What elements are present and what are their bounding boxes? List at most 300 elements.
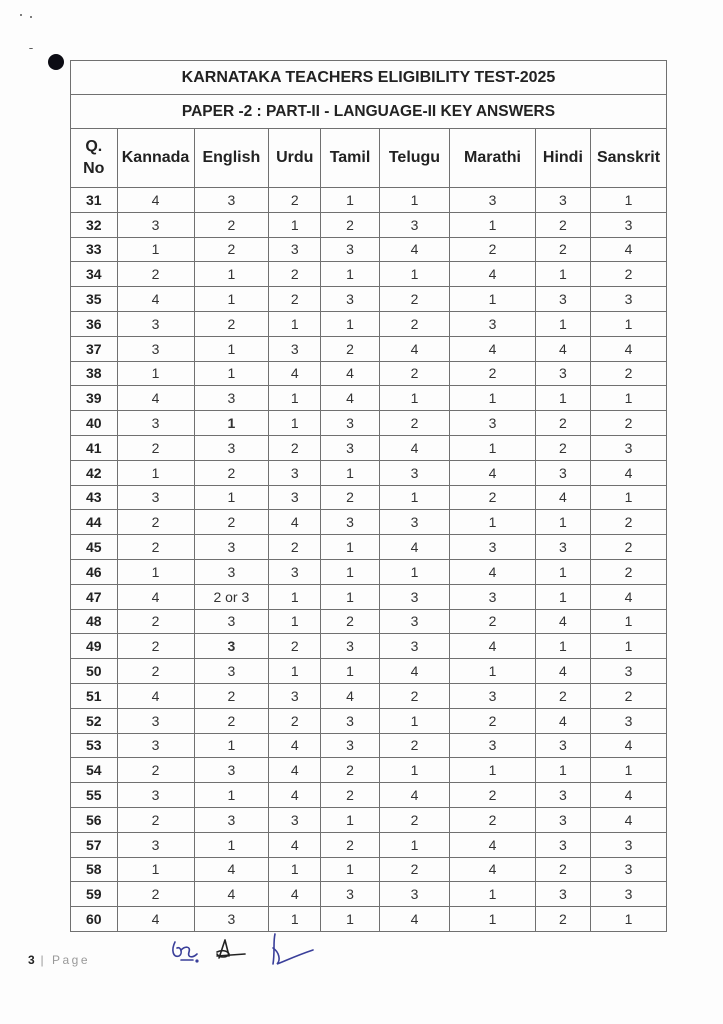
answer-cell-kannada: 2	[117, 758, 194, 783]
question-number: 57	[71, 832, 118, 857]
table-row	[71, 634, 667, 659]
answer-cell-sanskrit: 2	[591, 262, 667, 287]
answer-cell-english: 3	[194, 659, 269, 684]
table-row	[71, 807, 667, 832]
question-number: 54	[71, 758, 118, 783]
answer-cell-telugu: 3	[379, 584, 449, 609]
question-number: 48	[71, 609, 118, 634]
question-number: 60	[71, 907, 118, 932]
answer-cell-sanskrit: 1	[591, 634, 667, 659]
answer-cell-urdu: 4	[269, 882, 321, 907]
table-row	[71, 336, 667, 361]
column-header-hindi: Hindi	[535, 129, 590, 188]
answer-cell-english: 3	[194, 435, 269, 460]
answer-cell-marathi: 2	[450, 708, 536, 733]
answer-cell-tamil: 2	[321, 832, 380, 857]
answer-cell-english: 1	[194, 262, 269, 287]
answer-cell-kannada: 4	[117, 907, 194, 932]
answer-cell-english: 1	[194, 287, 269, 312]
answer-cell-english: 2	[194, 510, 269, 535]
answer-cell-sanskrit: 4	[591, 237, 667, 262]
answer-cell-hindi: 3	[535, 882, 590, 907]
answer-cell-sanskrit: 1	[591, 609, 667, 634]
answer-cell-hindi: 2	[535, 907, 590, 932]
answer-cell-hindi: 2	[535, 435, 590, 460]
answer-cell-kannada: 2	[117, 510, 194, 535]
page-footer	[28, 953, 90, 967]
answer-cell-sanskrit: 3	[591, 435, 667, 460]
answer-cell-kannada: 2	[117, 807, 194, 832]
table-row	[71, 386, 667, 411]
answer-cell-telugu: 2	[379, 287, 449, 312]
answer-cell-hindi: 1	[535, 758, 590, 783]
answer-cell-marathi: 4	[450, 262, 536, 287]
answer-cell-telugu: 2	[379, 311, 449, 336]
answer-cell-urdu: 3	[269, 237, 321, 262]
answer-cell-telugu: 2	[379, 733, 449, 758]
answer-cell-english: 1	[194, 485, 269, 510]
answer-cell-telugu: 3	[379, 510, 449, 535]
answer-cell-english: 3	[194, 559, 269, 584]
question-number: 49	[71, 634, 118, 659]
answer-cell-marathi: 3	[450, 411, 536, 436]
signature-1	[173, 942, 198, 962]
table-row	[71, 535, 667, 560]
table-row	[71, 907, 667, 932]
answer-rows	[71, 188, 667, 932]
qno-header-line2: No	[83, 160, 105, 177]
question-number: 44	[71, 510, 118, 535]
answer-cell-english: 4	[194, 857, 269, 882]
question-number: 34	[71, 262, 118, 287]
question-number: 32	[71, 212, 118, 237]
table-row	[71, 783, 667, 808]
answer-cell-english: 2	[194, 311, 269, 336]
answer-cell-marathi: 2	[450, 361, 536, 386]
answer-cell-tamil: 3	[321, 435, 380, 460]
question-number: 51	[71, 683, 118, 708]
answer-cell-english: 4	[194, 882, 269, 907]
answer-cell-kannada: 3	[117, 411, 194, 436]
question-number: 35	[71, 287, 118, 312]
answer-cell-hindi: 4	[535, 336, 590, 361]
table-row	[71, 361, 667, 386]
column-header-marathi: Marathi	[450, 129, 536, 188]
answer-cell-marathi: 2	[450, 237, 536, 262]
answer-cell-tamil: 2	[321, 336, 380, 361]
answer-cell-urdu: 4	[269, 832, 321, 857]
column-header-urdu: Urdu	[269, 129, 321, 188]
table-row	[71, 584, 667, 609]
table-row	[71, 882, 667, 907]
answer-cell-kannada: 1	[117, 237, 194, 262]
answer-cell-telugu: 1	[379, 758, 449, 783]
answer-key-table	[70, 60, 667, 932]
answer-cell-urdu: 3	[269, 683, 321, 708]
column-header-row	[71, 129, 667, 188]
answer-cell-english: 3	[194, 634, 269, 659]
answer-cell-sanskrit: 2	[591, 361, 667, 386]
answer-cell-kannada: 3	[117, 485, 194, 510]
answer-cell-hindi: 1	[535, 386, 590, 411]
answer-cell-marathi: 2	[450, 783, 536, 808]
answer-cell-kannada: 3	[117, 783, 194, 808]
answer-cell-english: 1	[194, 832, 269, 857]
answer-cell-urdu: 1	[269, 659, 321, 684]
answer-cell-marathi: 4	[450, 634, 536, 659]
answer-cell-sanskrit: 3	[591, 857, 667, 882]
answer-cell-kannada: 2	[117, 609, 194, 634]
answer-cell-tamil: 3	[321, 708, 380, 733]
answer-cell-telugu: 4	[379, 237, 449, 262]
answer-cell-urdu: 1	[269, 386, 321, 411]
table-row	[71, 708, 667, 733]
answer-cell-tamil: 1	[321, 584, 380, 609]
answer-cell-telugu: 2	[379, 807, 449, 832]
answer-cell-marathi: 1	[450, 287, 536, 312]
answer-cell-tamil: 1	[321, 535, 380, 560]
answer-cell-kannada: 3	[117, 311, 194, 336]
answer-cell-kannada: 4	[117, 287, 194, 312]
answer-cell-telugu: 4	[379, 659, 449, 684]
answer-cell-tamil: 1	[321, 188, 380, 213]
answer-cell-telugu: 3	[379, 634, 449, 659]
answer-cell-telugu: 4	[379, 535, 449, 560]
answer-cell-urdu: 1	[269, 907, 321, 932]
answer-cell-hindi: 1	[535, 559, 590, 584]
answer-cell-english: 3	[194, 758, 269, 783]
table-row	[71, 411, 667, 436]
answer-cell-sanskrit: 4	[591, 336, 667, 361]
answer-cell-hindi: 3	[535, 733, 590, 758]
answer-cell-tamil: 3	[321, 287, 380, 312]
answer-cell-marathi: 1	[450, 510, 536, 535]
answer-cell-english: 2	[194, 460, 269, 485]
answer-cell-english: 3	[194, 535, 269, 560]
answer-cell-sanskrit: 4	[591, 460, 667, 485]
answer-cell-marathi: 4	[450, 460, 536, 485]
question-number: 42	[71, 460, 118, 485]
answer-cell-kannada: 3	[117, 733, 194, 758]
table-row	[71, 559, 667, 584]
table-row	[71, 857, 667, 882]
question-number: 47	[71, 584, 118, 609]
answer-cell-tamil: 1	[321, 857, 380, 882]
answer-cell-english: 1	[194, 411, 269, 436]
answer-cell-telugu: 4	[379, 435, 449, 460]
column-header-qno	[71, 129, 118, 188]
answer-cell-english: 3	[194, 907, 269, 932]
answer-cell-urdu: 2	[269, 535, 321, 560]
answer-cell-tamil: 1	[321, 807, 380, 832]
answer-cell-urdu: 4	[269, 361, 321, 386]
answer-cell-kannada: 3	[117, 212, 194, 237]
answer-cell-kannada: 2	[117, 535, 194, 560]
answer-cell-tamil: 1	[321, 311, 380, 336]
answer-cell-marathi: 3	[450, 535, 536, 560]
answer-cell-tamil: 1	[321, 907, 380, 932]
table-row	[71, 311, 667, 336]
question-number: 40	[71, 411, 118, 436]
page-label: | Page	[40, 953, 91, 967]
answer-cell-english: 2	[194, 237, 269, 262]
answer-cell-telugu: 2	[379, 857, 449, 882]
answer-cell-tamil: 4	[321, 361, 380, 386]
answer-cell-marathi: 1	[450, 386, 536, 411]
answer-cell-kannada: 1	[117, 559, 194, 584]
answer-cell-tamil: 1	[321, 659, 380, 684]
answer-cell-english: 3	[194, 386, 269, 411]
answer-cell-hindi: 1	[535, 510, 590, 535]
answer-cell-hindi: 4	[535, 659, 590, 684]
answer-cell-marathi: 1	[450, 907, 536, 932]
question-number: 33	[71, 237, 118, 262]
signature-3	[273, 934, 313, 964]
answer-cell-kannada: 4	[117, 584, 194, 609]
answer-cell-marathi: 1	[450, 212, 536, 237]
answer-cell-english: 2	[194, 212, 269, 237]
answer-cell-urdu: 3	[269, 485, 321, 510]
answer-cell-english: 1	[194, 783, 269, 808]
question-number: 59	[71, 882, 118, 907]
column-header-english: English	[194, 129, 269, 188]
answer-cell-urdu: 1	[269, 584, 321, 609]
speck	[20, 14, 22, 16]
question-number: 37	[71, 336, 118, 361]
answer-cell-sanskrit: 3	[591, 882, 667, 907]
answer-cell-english: 2 or 3	[194, 584, 269, 609]
column-header-tamil: Tamil	[321, 129, 380, 188]
answer-cell-urdu: 2	[269, 708, 321, 733]
answer-cell-urdu: 1	[269, 411, 321, 436]
answer-cell-telugu: 1	[379, 485, 449, 510]
answer-cell-sanskrit: 1	[591, 386, 667, 411]
answer-cell-hindi: 2	[535, 683, 590, 708]
table-row	[71, 262, 667, 287]
document-title: KARNATAKA TEACHERS ELIGIBILITY TEST-2025	[71, 61, 667, 95]
answer-cell-hindi: 3	[535, 287, 590, 312]
answer-cell-telugu: 1	[379, 708, 449, 733]
answer-cell-sanskrit: 1	[591, 188, 667, 213]
answer-cell-english: 3	[194, 188, 269, 213]
answer-cell-tamil: 1	[321, 262, 380, 287]
question-number: 45	[71, 535, 118, 560]
table-row	[71, 485, 667, 510]
question-number: 31	[71, 188, 118, 213]
table-row	[71, 510, 667, 535]
table-row	[71, 237, 667, 262]
answer-cell-marathi: 1	[450, 758, 536, 783]
answer-cell-sanskrit: 2	[591, 411, 667, 436]
answer-cell-telugu: 4	[379, 336, 449, 361]
column-header-sanskrit: Sanskrit	[591, 129, 667, 188]
answer-cell-hindi: 2	[535, 411, 590, 436]
answer-cell-english: 1	[194, 361, 269, 386]
answer-cell-urdu: 1	[269, 212, 321, 237]
table-row	[71, 733, 667, 758]
answer-cell-urdu: 1	[269, 857, 321, 882]
answer-cell-english: 1	[194, 733, 269, 758]
answer-cell-kannada: 2	[117, 882, 194, 907]
document-subtitle: PAPER -2 : PART-II - LANGUAGE-II KEY ANSWERS	[71, 95, 667, 129]
answer-cell-telugu: 3	[379, 460, 449, 485]
answer-cell-hindi: 3	[535, 535, 590, 560]
answer-cell-telugu: 1	[379, 386, 449, 411]
answer-cell-hindi: 2	[535, 212, 590, 237]
answer-cell-kannada: 3	[117, 832, 194, 857]
answer-cell-telugu: 1	[379, 188, 449, 213]
answer-cell-tamil: 3	[321, 510, 380, 535]
answer-cell-sanskrit: 2	[591, 683, 667, 708]
answer-cell-marathi: 1	[450, 882, 536, 907]
answer-cell-telugu: 3	[379, 609, 449, 634]
column-header-telugu: Telugu	[379, 129, 449, 188]
answer-cell-english: 3	[194, 807, 269, 832]
question-number: 46	[71, 559, 118, 584]
question-number: 55	[71, 783, 118, 808]
answer-cell-urdu: 2	[269, 188, 321, 213]
answer-cell-tamil: 2	[321, 609, 380, 634]
answer-cell-sanskrit: 1	[591, 758, 667, 783]
question-number: 56	[71, 807, 118, 832]
speck	[30, 16, 32, 18]
answer-cell-marathi: 3	[450, 188, 536, 213]
answer-cell-hindi: 1	[535, 634, 590, 659]
answer-cell-urdu: 3	[269, 336, 321, 361]
answer-cell-telugu: 1	[379, 832, 449, 857]
table-row	[71, 659, 667, 684]
answer-cell-tamil: 3	[321, 634, 380, 659]
answer-cell-kannada: 3	[117, 708, 194, 733]
answer-cell-hindi: 3	[535, 361, 590, 386]
answer-cell-telugu: 4	[379, 907, 449, 932]
answer-cell-marathi: 4	[450, 336, 536, 361]
answer-cell-tamil: 2	[321, 783, 380, 808]
answer-cell-sanskrit: 3	[591, 832, 667, 857]
answer-cell-tamil: 4	[321, 386, 380, 411]
answer-cell-kannada: 3	[117, 336, 194, 361]
answer-cell-marathi: 4	[450, 559, 536, 584]
question-number: 52	[71, 708, 118, 733]
answer-cell-marathi: 3	[450, 311, 536, 336]
answer-cell-kannada: 2	[117, 634, 194, 659]
answer-cell-urdu: 4	[269, 783, 321, 808]
answer-cell-marathi: 2	[450, 485, 536, 510]
answer-cell-marathi: 3	[450, 584, 536, 609]
signatures	[165, 932, 325, 972]
table-row	[71, 212, 667, 237]
answer-cell-english: 2	[194, 683, 269, 708]
answer-cell-tamil: 2	[321, 485, 380, 510]
page-number: 3	[28, 953, 35, 967]
answer-cell-hindi: 4	[535, 485, 590, 510]
question-number: 39	[71, 386, 118, 411]
answer-cell-telugu: 2	[379, 361, 449, 386]
answer-cell-telugu: 2	[379, 411, 449, 436]
answer-cell-kannada: 4	[117, 386, 194, 411]
answer-cell-sanskrit: 3	[591, 659, 667, 684]
answer-cell-tamil: 3	[321, 237, 380, 262]
answer-cell-sanskrit: 4	[591, 584, 667, 609]
answer-cell-marathi: 3	[450, 683, 536, 708]
table-row	[71, 435, 667, 460]
answer-cell-marathi: 3	[450, 733, 536, 758]
answer-cell-sanskrit: 3	[591, 212, 667, 237]
table-row	[71, 188, 667, 213]
answer-cell-kannada: 4	[117, 683, 194, 708]
answer-cell-tamil: 3	[321, 882, 380, 907]
table-row	[71, 460, 667, 485]
punch-hole-mark	[48, 54, 64, 70]
answer-cell-hindi: 1	[535, 584, 590, 609]
answer-cell-telugu: 3	[379, 212, 449, 237]
answer-cell-urdu: 2	[269, 287, 321, 312]
answer-cell-sanskrit: 3	[591, 287, 667, 312]
answer-cell-hindi: 2	[535, 857, 590, 882]
table-row	[71, 832, 667, 857]
answer-cell-sanskrit: 4	[591, 733, 667, 758]
qno-header-line1: Q.	[85, 138, 103, 155]
answer-cell-marathi: 1	[450, 659, 536, 684]
answer-cell-urdu: 4	[269, 510, 321, 535]
answer-cell-urdu: 4	[269, 758, 321, 783]
table-row	[71, 287, 667, 312]
answer-cell-tamil: 1	[321, 460, 380, 485]
answer-cell-marathi: 4	[450, 857, 536, 882]
answer-cell-hindi: 4	[535, 708, 590, 733]
signature-2	[217, 940, 245, 958]
answer-cell-sanskrit: 4	[591, 807, 667, 832]
answer-cell-urdu: 3	[269, 460, 321, 485]
answer-cell-tamil: 2	[321, 758, 380, 783]
answer-cell-urdu: 2	[269, 634, 321, 659]
answer-cell-hindi: 1	[535, 262, 590, 287]
answer-cell-sanskrit: 1	[591, 485, 667, 510]
answer-cell-urdu: 2	[269, 435, 321, 460]
answer-cell-telugu: 1	[379, 559, 449, 584]
answer-cell-sanskrit: 2	[591, 559, 667, 584]
answer-cell-kannada: 2	[117, 435, 194, 460]
answer-cell-sanskrit: 1	[591, 907, 667, 932]
answer-cell-tamil: 1	[321, 559, 380, 584]
answer-cell-telugu: 1	[379, 262, 449, 287]
answer-cell-english: 3	[194, 609, 269, 634]
answer-cell-urdu: 3	[269, 807, 321, 832]
answer-cell-kannada: 1	[117, 361, 194, 386]
answer-cell-urdu: 1	[269, 609, 321, 634]
question-number: 58	[71, 857, 118, 882]
answer-cell-hindi: 2	[535, 237, 590, 262]
question-number: 43	[71, 485, 118, 510]
answer-cell-sanskrit: 2	[591, 535, 667, 560]
answer-cell-kannada: 2	[117, 659, 194, 684]
answer-cell-urdu: 1	[269, 311, 321, 336]
answer-cell-marathi: 1	[450, 435, 536, 460]
answer-cell-urdu: 2	[269, 262, 321, 287]
answer-cell-telugu: 3	[379, 882, 449, 907]
table-row	[71, 683, 667, 708]
answer-cell-hindi: 3	[535, 807, 590, 832]
answer-cell-english: 1	[194, 336, 269, 361]
answer-cell-hindi: 4	[535, 609, 590, 634]
answer-cell-hindi: 3	[535, 832, 590, 857]
answer-cell-urdu: 4	[269, 733, 321, 758]
answer-cell-sanskrit: 2	[591, 510, 667, 535]
table-row	[71, 758, 667, 783]
answer-cell-tamil: 4	[321, 683, 380, 708]
answer-cell-hindi: 1	[535, 311, 590, 336]
answer-cell-marathi: 2	[450, 609, 536, 634]
